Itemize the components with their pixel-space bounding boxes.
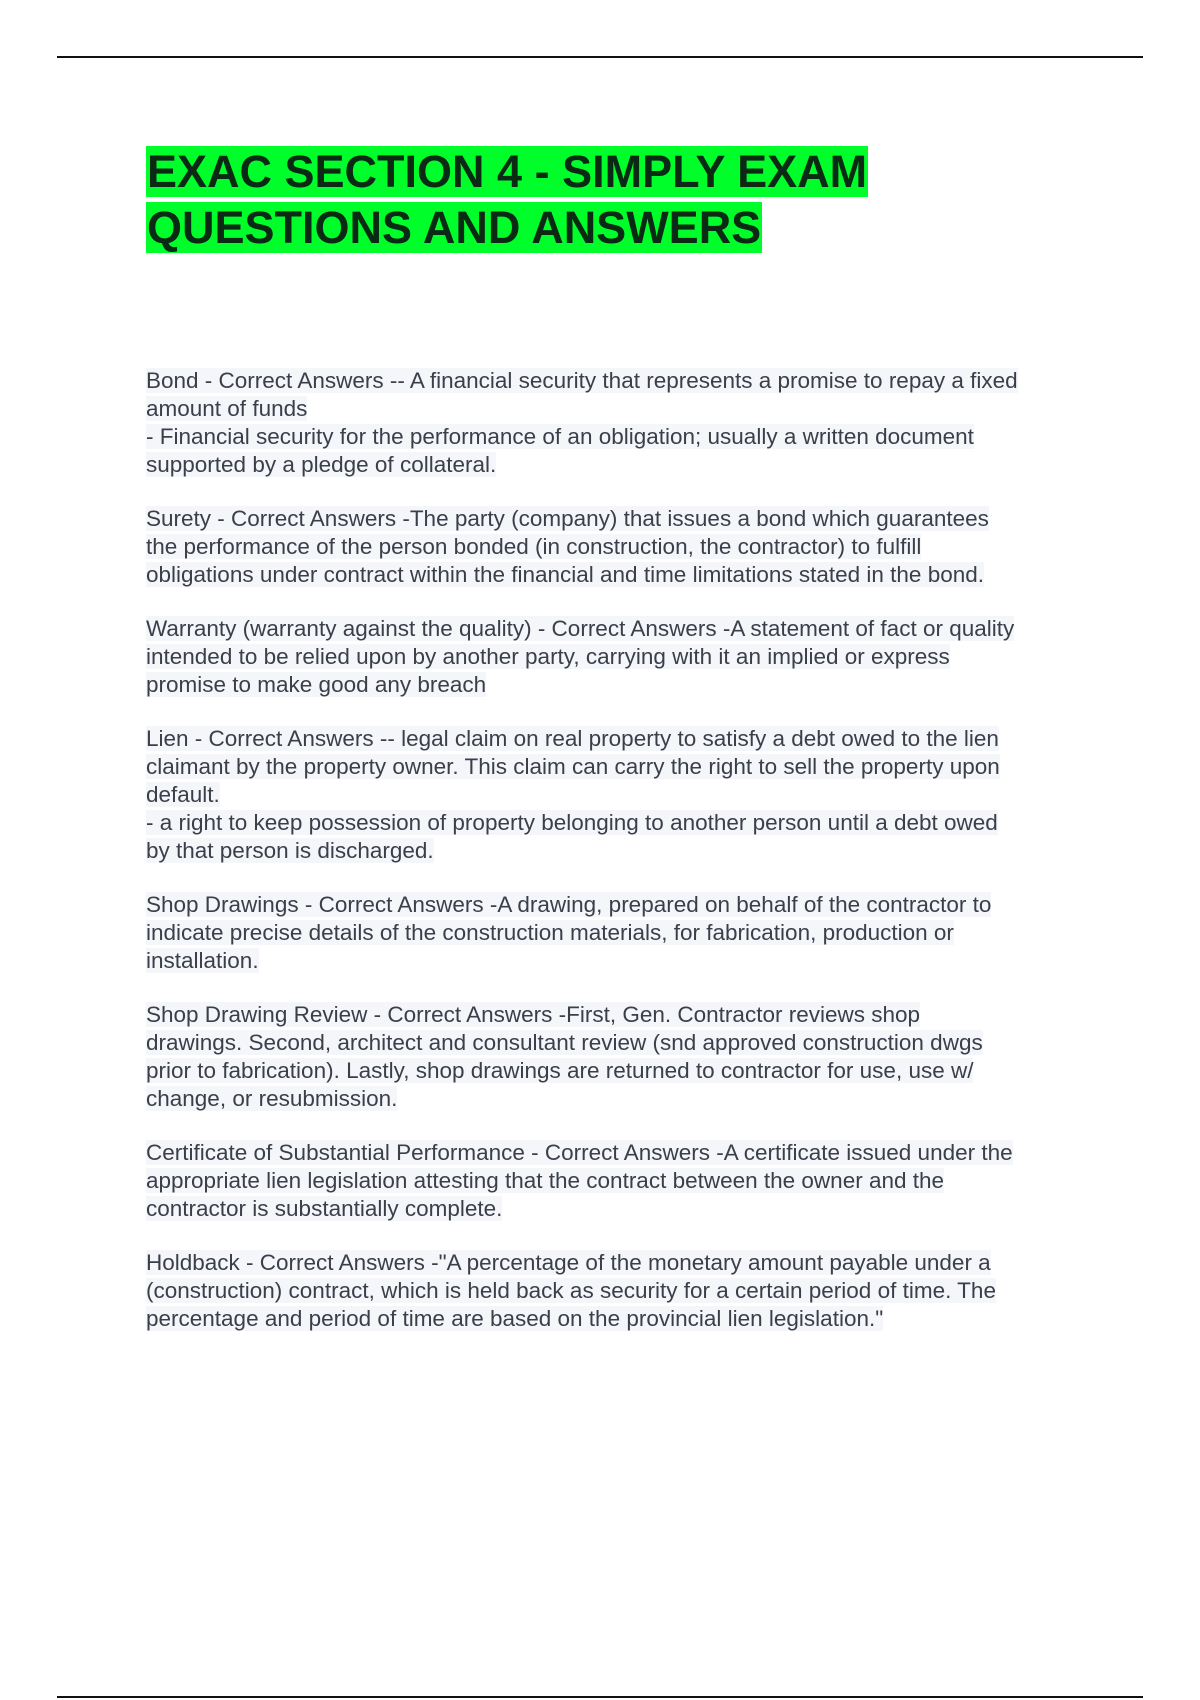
entry-text: contractor is substantially complete. (146, 1196, 503, 1221)
entry-line (146, 947, 1096, 975)
entry-line (146, 1277, 1096, 1305)
entry-line (146, 615, 1096, 643)
entry-line (146, 1167, 1096, 1195)
title-line-1-wrap (146, 144, 1046, 200)
entry-line (146, 1195, 1096, 1223)
entry-line (146, 643, 1096, 671)
entry-text: - a right to keep possession of property belonging to another person until a debt owed (146, 810, 998, 835)
entry-line (146, 451, 1096, 479)
top-rule (57, 56, 1143, 58)
title-line-2: QUESTIONS AND ANSWERS (147, 202, 762, 253)
entry-text: prior to fabrication). Lastly, shop drawings are returned to contractor for use, use w/ (146, 1058, 974, 1083)
entry-certificate-substantial-performance (146, 1139, 1096, 1223)
entry-text: Lien - Correct Answers -- legal claim on real property to satisfy a debt owed to the lien (146, 726, 999, 751)
entry-text: appropriate lien legislation attesting that the contract between the owner and the (146, 1168, 945, 1193)
entry-line (146, 1001, 1096, 1029)
entry-line (146, 725, 1096, 753)
entry-line (146, 671, 1096, 699)
entry-warranty (146, 615, 1096, 699)
page-title (146, 144, 1046, 256)
bottom-rule (57, 1696, 1143, 1698)
entry-text: promise to make good any breach (146, 672, 487, 697)
qa-entries (146, 367, 1096, 1359)
entry-text: Certificate of Substantial Performance - Correct Answers -A certificate issued under the (146, 1140, 1013, 1165)
entry-bond (146, 367, 1096, 479)
entry-lien (146, 725, 1096, 865)
entry-line (146, 1139, 1096, 1167)
entry-line (146, 809, 1096, 837)
entry-line (146, 919, 1096, 947)
entry-shop-drawings (146, 891, 1096, 975)
entry-surety (146, 505, 1096, 589)
entry-text: by that person is discharged. (146, 838, 434, 863)
entry-line (146, 1057, 1096, 1085)
entry-line (146, 423, 1096, 451)
entry-text: the performance of the person bonded (in construction, the contractor) to fulfill (146, 534, 922, 559)
entry-line (146, 1085, 1096, 1113)
entry-line (146, 1249, 1096, 1277)
entry-text: drawings. Second, architect and consultant review (snd approved construction dwgs (146, 1030, 983, 1055)
entry-text: (construction) contract, which is held back as security for a certain period of time. The (146, 1278, 996, 1303)
entry-text: percentage and period of time are based on the provincial lien legislation." (146, 1306, 884, 1331)
entry-text: Shop Drawing Review - Correct Answers -First, Gen. Contractor reviews shop (146, 1002, 921, 1027)
entry-holdback (146, 1249, 1096, 1333)
entry-text: installation. (146, 948, 259, 973)
entry-text: Holdback - Correct Answers -"A percentage of the monetary amount payable under a (146, 1250, 991, 1275)
title-line-1: EXAC SECTION 4 - SIMPLY EXAM (147, 146, 868, 197)
entry-text: Shop Drawings - Correct Answers -A drawing, prepared on behalf of the contractor to (146, 892, 992, 917)
entry-text: change, or resubmission. (146, 1086, 398, 1111)
entry-line (146, 1305, 1096, 1333)
entry-shop-drawing-review (146, 1001, 1096, 1113)
entry-text: Warranty (warranty against the quality) - Correct Answers -A statement of fact or quality (146, 616, 1015, 641)
entry-line (146, 367, 1096, 395)
entry-line (146, 837, 1096, 865)
entry-line (146, 753, 1096, 781)
entry-line (146, 891, 1096, 919)
entry-line (146, 781, 1096, 809)
entry-text: Surety - Correct Answers -The party (company) that issues a bond which guarantees (146, 506, 989, 531)
entry-text: default. (146, 782, 220, 807)
entry-text: supported by a pledge of collateral. (146, 452, 497, 477)
entry-line (146, 533, 1096, 561)
entry-text: indicate precise details of the construction materials, for fabrication, production or (146, 920, 954, 945)
title-line-2-wrap (146, 200, 1046, 256)
entry-line (146, 395, 1096, 423)
entry-text: amount of funds (146, 396, 308, 421)
entry-line (146, 561, 1096, 589)
entry-text: - Financial security for the performance of an obligation; usually a written document (146, 424, 974, 449)
entry-line (146, 505, 1096, 533)
entry-text: obligations under contract within the financial and time limitations stated in the bond. (146, 562, 984, 587)
entry-text: claimant by the property owner. This claim can carry the right to sell the property upon (146, 754, 1000, 779)
entry-line (146, 1029, 1096, 1057)
entry-text: Bond - Correct Answers -- A financial security that represents a promise to repay a fixed (146, 368, 1018, 393)
entry-text: intended to be relied upon by another party, carrying with it an implied or express (146, 644, 950, 669)
